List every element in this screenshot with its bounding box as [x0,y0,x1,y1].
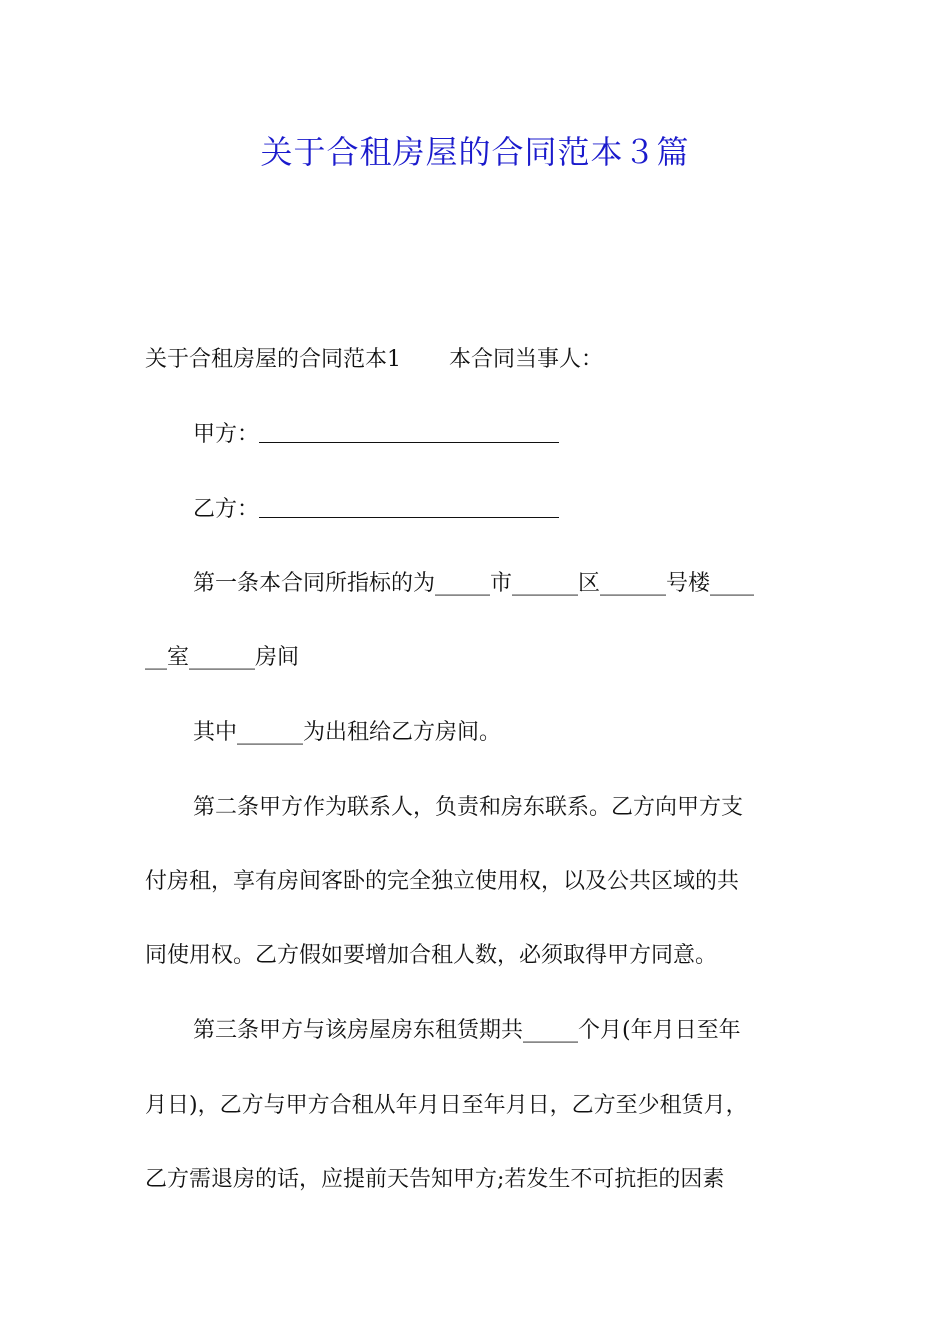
party-a-blank [259,420,559,443]
article2-line1: 第二条甲方作为联系人，负责和房东联系。乙方向甲方支 [193,795,744,820]
party-b-line [193,490,559,530]
article3-line2: 月日)，乙方与甲方合租从年月日至年月日，乙方至少租赁月， [145,1093,748,1118]
intro-line [145,340,603,380]
article2-line2: 付房租，享有房间客卧的完全独立使用权，以及公共区域的共 [145,869,740,894]
article2-line3: 同使用权。乙方假如要增加合租人数，必须取得甲方同意。 [145,943,718,968]
party-b-label: 乙方： [193,497,260,522]
article1-sub: 其中______为出租给乙方房间。 [193,720,502,745]
party-b-blank [259,495,559,518]
document-title: 关于合租房屋的合同范本３篇 [260,133,690,171]
party-a-label: 甲方： [193,422,260,447]
article3-line1: 第三条甲方与该房屋房东租赁期共_____个月(年月日至年 [193,1018,741,1043]
intro-parties: 本合同当事人： [449,347,604,372]
intro-heading: 关于合租房屋的合同范本1 [145,347,401,372]
article3-line3: 乙方需退房的话，应提前天告知甲方;若发生不可抗拒的因素 [145,1167,725,1192]
party-a-line [193,415,559,455]
article1-line2: __室______房间 [145,645,300,670]
article1-line1: 第一条本合同所指标的为_____市______区______号楼____ [193,571,755,596]
